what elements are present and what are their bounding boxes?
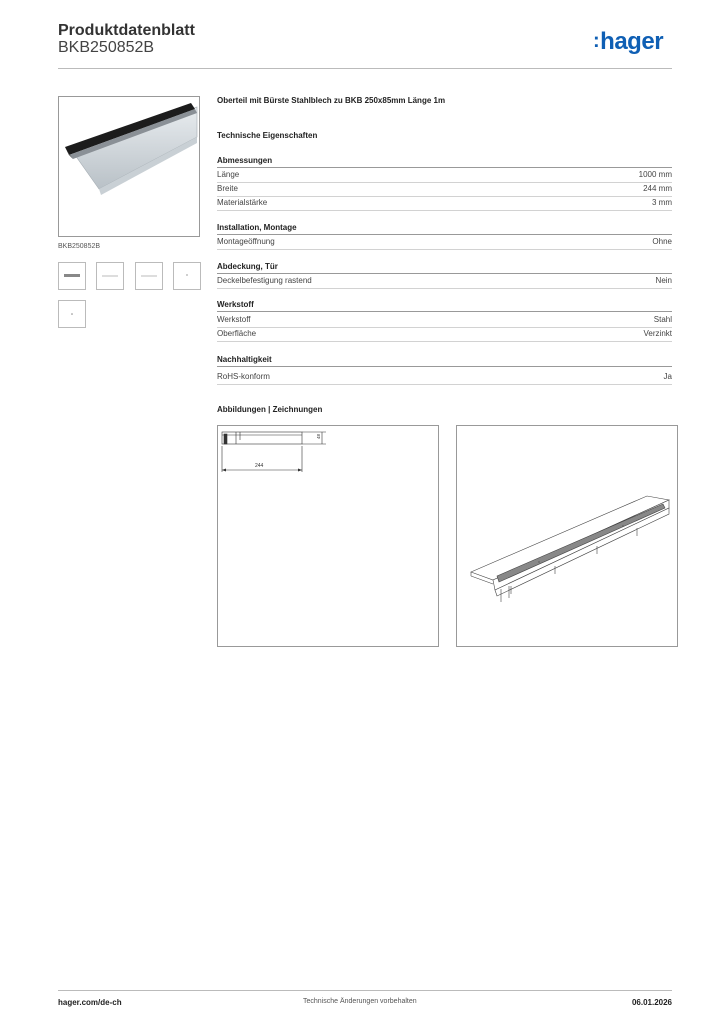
group-title: Installation, Montage	[217, 223, 672, 235]
footer-note: Technische Änderungen vorbehalten	[303, 998, 417, 1005]
thumbnail-drawing-icon	[97, 263, 123, 289]
header-divider	[58, 68, 672, 69]
thumbnail-drawing-4[interactable]	[58, 300, 86, 328]
isometric-drawing-svg	[457, 426, 677, 646]
logo-dots: :	[593, 30, 600, 52]
group-title: Nachhaltigkeit	[217, 355, 672, 367]
property-value: Ja	[663, 372, 672, 381]
group-title: Abdeckung, Tür	[217, 262, 672, 274]
footer-divider	[58, 990, 672, 991]
property-row	[217, 196, 672, 211]
property-label: Montageöffnung	[217, 237, 275, 246]
logo-text: hager	[600, 28, 664, 55]
property-value: Verzinkt	[643, 329, 672, 338]
footer-date: 06.01.2026	[631, 998, 672, 1007]
property-label: Materialstärke	[217, 198, 268, 207]
property-value: Ohne	[652, 237, 672, 246]
width-dimension: 244	[255, 463, 264, 469]
thumbnail-drawing-3[interactable]	[173, 262, 201, 290]
dimension-drawing-svg	[218, 426, 438, 646]
product-photo	[59, 97, 199, 236]
height-dimension: 48	[316, 433, 321, 439]
thumbnail-drawing-2[interactable]	[135, 262, 163, 290]
thumbnail-drawing-1[interactable]	[96, 262, 124, 290]
property-value: 1000 mm	[638, 170, 672, 179]
property-row	[217, 168, 672, 183]
thumbnail-photo-icon	[59, 263, 85, 289]
product-description: Oberteil mit Bürste Stahlblech zu BKB 250x85mm Länge 1m	[217, 96, 446, 105]
hager-logo[interactable]	[593, 28, 663, 56]
section-heading: Technische Eigenschaften	[217, 131, 318, 140]
property-label: Deckelbefestigung rastend	[217, 276, 312, 285]
property-label: Werkstoff	[217, 315, 251, 324]
property-row	[217, 235, 672, 250]
isometric-drawing[interactable]	[456, 425, 678, 647]
property-row	[217, 370, 672, 385]
thumbnail-dot-icon	[174, 263, 200, 289]
dimension-drawing[interactable]	[217, 425, 439, 647]
property-label: RoHS-konform	[217, 372, 270, 381]
property-value: 3 mm	[652, 198, 672, 207]
property-label: Länge	[217, 170, 240, 179]
property-row	[217, 274, 672, 289]
property-label: Oberfläche	[217, 329, 257, 338]
property-value: 244 mm	[643, 184, 672, 193]
property-row	[217, 182, 672, 197]
group-title: Abmessungen	[217, 156, 672, 168]
drawings-heading: Abbildungen | Zeichnungen	[217, 405, 323, 414]
product-image[interactable]	[58, 96, 200, 237]
thumbnail-dot-icon	[59, 301, 85, 327]
property-value: Nein	[655, 276, 672, 285]
group-title: Werkstoff	[217, 300, 672, 312]
thumbnail-drawing-icon	[136, 263, 162, 289]
property-row	[217, 327, 672, 342]
product-caption: BKB250852B	[58, 243, 101, 250]
property-row	[217, 313, 672, 328]
page-title: Produktdatenblatt	[58, 22, 195, 39]
thumbnail-photo[interactable]	[58, 262, 86, 290]
article-number: BKB250852B	[58, 39, 155, 56]
property-label: Breite	[217, 184, 238, 193]
property-value: Stahl	[653, 315, 672, 324]
footer-website-link[interactable]: hager.com/de-ch	[58, 998, 122, 1007]
